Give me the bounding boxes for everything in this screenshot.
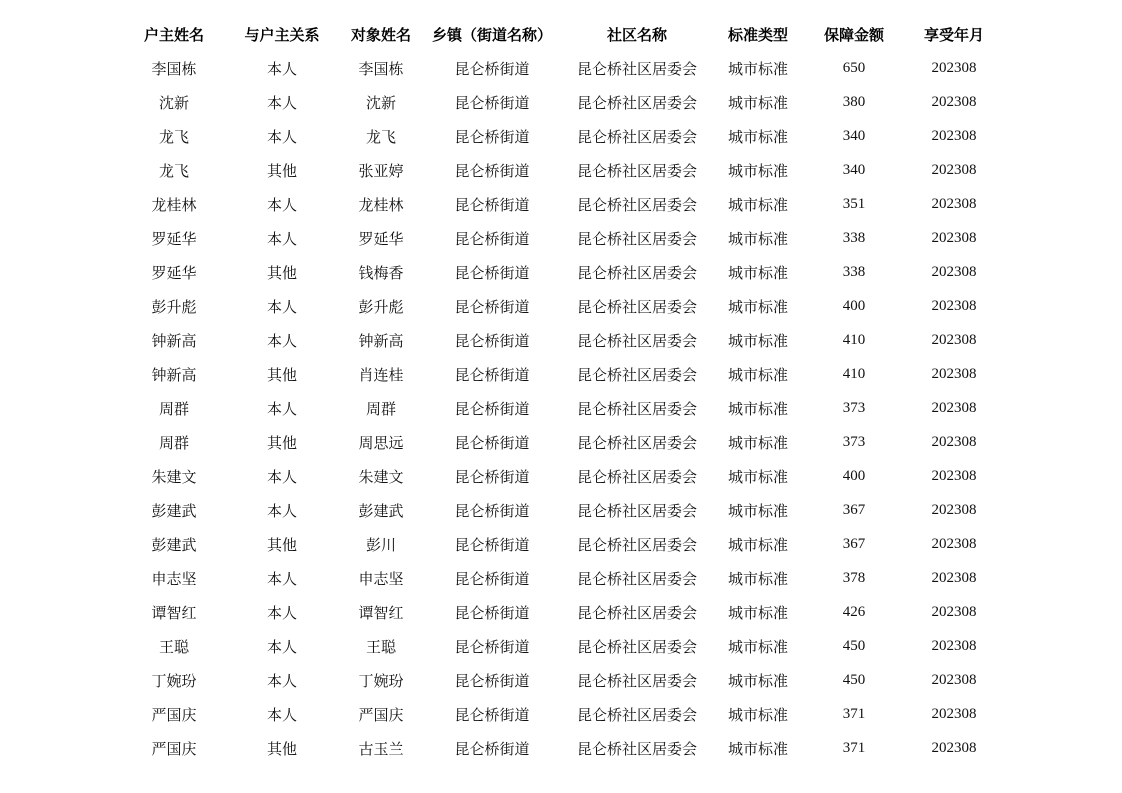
month-cell: 202308: [931, 331, 977, 348]
community-cell: 昆仑桥社区居委会: [576, 399, 697, 418]
town-street-cell: 昆仑桥街道: [454, 705, 530, 724]
relation-cell: 本人: [266, 569, 297, 588]
amount-cell: 378: [842, 569, 866, 586]
standard-type-cell: 城市标准: [727, 603, 788, 622]
relation-cell: 其他: [266, 263, 297, 282]
beneficiary-name-cell: 肖连桂: [358, 365, 404, 384]
relation-cell: 其他: [266, 535, 297, 554]
relation-cell: 本人: [266, 467, 297, 486]
month-cell: 202308: [931, 501, 977, 518]
month-cell: 202308: [931, 93, 977, 110]
relation-cell: 本人: [266, 195, 297, 214]
table-row: [120, 425, 1000, 459]
amount-cell: 373: [842, 399, 866, 416]
document-sheet: [120, 17, 1000, 765]
town-street-cell: 昆仑桥街道: [454, 59, 530, 78]
standard-type-cell: 城市标准: [727, 637, 788, 656]
header-community: 社区名称: [606, 25, 667, 44]
amount-cell: 410: [842, 331, 866, 348]
community-cell: 昆仑桥社区居委会: [576, 433, 697, 452]
month-cell: 202308: [931, 433, 977, 450]
amount-cell: 367: [842, 535, 866, 552]
amount-cell: 351: [842, 195, 866, 212]
householder-name-cell: 龙桂林: [151, 195, 197, 214]
table-row: [120, 595, 1000, 629]
month-cell: 202308: [931, 705, 977, 722]
town-street-cell: 昆仑桥街道: [454, 603, 530, 622]
month-cell: 202308: [931, 671, 977, 688]
standard-type-cell: 城市标准: [727, 535, 788, 554]
standard-type-cell: 城市标准: [727, 263, 788, 282]
table-row: [120, 697, 1000, 731]
standard-type-cell: 城市标准: [727, 127, 788, 146]
table-row: [120, 187, 1000, 221]
table-row: [120, 289, 1000, 323]
table-row: [120, 493, 1000, 527]
relation-cell: 本人: [266, 93, 297, 112]
beneficiary-name-cell: 彭建武: [358, 501, 404, 520]
relation-cell: 本人: [266, 331, 297, 350]
month-cell: 202308: [931, 399, 977, 416]
town-street-cell: 昆仑桥街道: [454, 637, 530, 656]
householder-name-cell: 龙飞: [158, 127, 189, 146]
town-street-cell: 昆仑桥街道: [454, 229, 530, 248]
beneficiary-name-cell: 严国庆: [358, 705, 404, 724]
community-cell: 昆仑桥社区居委会: [576, 59, 697, 78]
community-cell: 昆仑桥社区居委会: [576, 195, 697, 214]
community-cell: 昆仑桥社区居委会: [576, 467, 697, 486]
beneficiary-name-cell: 朱建文: [358, 467, 404, 486]
month-cell: 202308: [931, 637, 977, 654]
relation-cell: 本人: [266, 603, 297, 622]
amount-cell: 426: [842, 603, 866, 620]
amount-cell: 340: [842, 127, 866, 144]
householder-name-cell: 朱建文: [151, 467, 197, 486]
table-row: [120, 731, 1000, 765]
beneficiary-name-cell: 周群: [365, 399, 396, 418]
table-header: [120, 17, 1000, 51]
relation-cell: 其他: [266, 161, 297, 180]
amount-cell: 371: [842, 739, 866, 756]
community-cell: 昆仑桥社区居委会: [576, 705, 697, 724]
town-street-cell: 昆仑桥街道: [454, 365, 530, 384]
table-body: [120, 51, 1000, 765]
standard-type-cell: 城市标准: [727, 467, 788, 486]
community-cell: 昆仑桥社区居委会: [576, 637, 697, 656]
header-month: 享受年月: [923, 25, 984, 44]
beneficiary-name-cell: 丁婉玢: [358, 671, 404, 690]
householder-name-cell: 严国庆: [151, 705, 197, 724]
subsidy-table: [120, 17, 1000, 765]
beneficiary-name-cell: 钟新高: [358, 331, 404, 350]
beneficiary-name-cell: 王聪: [365, 637, 396, 656]
householder-name-cell: 王聪: [158, 637, 189, 656]
standard-type-cell: 城市标准: [727, 59, 788, 78]
householder-name-cell: 沈新: [158, 93, 189, 112]
beneficiary-name-cell: 龙桂林: [358, 195, 404, 214]
amount-cell: 338: [842, 229, 866, 246]
relation-cell: 其他: [266, 433, 297, 452]
town-street-cell: 昆仑桥街道: [454, 739, 530, 758]
table-row: [120, 357, 1000, 391]
amount-cell: 650: [842, 59, 866, 76]
relation-cell: 其他: [266, 739, 297, 758]
community-cell: 昆仑桥社区居委会: [576, 501, 697, 520]
standard-type-cell: 城市标准: [727, 671, 788, 690]
relation-cell: 本人: [266, 637, 297, 656]
community-cell: 昆仑桥社区居委会: [576, 161, 697, 180]
relation-cell: 其他: [266, 365, 297, 384]
householder-name-cell: 龙飞: [158, 161, 189, 180]
table-row: [120, 153, 1000, 187]
amount-cell: 400: [842, 297, 866, 314]
amount-cell: 338: [842, 263, 866, 280]
householder-name-cell: 李国栋: [151, 59, 197, 78]
householder-name-cell: 彭建武: [151, 535, 197, 554]
amount-cell: 410: [842, 365, 866, 382]
town-street-cell: 昆仑桥街道: [454, 535, 530, 554]
header-householder-name: 户主姓名: [143, 25, 204, 44]
table-row: [120, 255, 1000, 289]
beneficiary-name-cell: 李国栋: [358, 59, 404, 78]
householder-name-cell: 彭升彪: [151, 297, 197, 316]
community-cell: 昆仑桥社区居委会: [576, 93, 697, 112]
town-street-cell: 昆仑桥街道: [454, 467, 530, 486]
community-cell: 昆仑桥社区居委会: [576, 263, 697, 282]
relation-cell: 本人: [266, 59, 297, 78]
amount-cell: 367: [842, 501, 866, 518]
town-street-cell: 昆仑桥街道: [454, 161, 530, 180]
standard-type-cell: 城市标准: [727, 399, 788, 418]
householder-name-cell: 罗延华: [151, 229, 197, 248]
month-cell: 202308: [931, 467, 977, 484]
month-cell: 202308: [931, 297, 977, 314]
relation-cell: 本人: [266, 127, 297, 146]
relation-cell: 本人: [266, 671, 297, 690]
header-amount: 保障金额: [823, 25, 884, 44]
beneficiary-name-cell: 张亚婷: [358, 161, 404, 180]
community-cell: 昆仑桥社区居委会: [576, 297, 697, 316]
standard-type-cell: 城市标准: [727, 501, 788, 520]
table-row: [120, 629, 1000, 663]
amount-cell: 380: [842, 93, 866, 110]
town-street-cell: 昆仑桥街道: [454, 501, 530, 520]
header-row: [120, 17, 1000, 51]
header-beneficiary-name: 对象姓名: [350, 25, 411, 44]
householder-name-cell: 谭智红: [151, 603, 197, 622]
householder-name-cell: 彭建武: [151, 501, 197, 520]
beneficiary-name-cell: 沈新: [365, 93, 396, 112]
town-street-cell: 昆仑桥街道: [454, 263, 530, 282]
relation-cell: 本人: [266, 399, 297, 418]
householder-name-cell: 严国庆: [151, 739, 197, 758]
town-street-cell: 昆仑桥街道: [454, 127, 530, 146]
amount-cell: 400: [842, 467, 866, 484]
month-cell: 202308: [931, 569, 977, 586]
amount-cell: 371: [842, 705, 866, 722]
beneficiary-name-cell: 彭升彪: [358, 297, 404, 316]
standard-type-cell: 城市标准: [727, 569, 788, 588]
town-street-cell: 昆仑桥街道: [454, 671, 530, 690]
beneficiary-name-cell: 钱梅香: [358, 263, 404, 282]
beneficiary-name-cell: 周思远: [358, 433, 404, 452]
standard-type-cell: 城市标准: [727, 297, 788, 316]
town-street-cell: 昆仑桥街道: [454, 331, 530, 350]
community-cell: 昆仑桥社区居委会: [576, 127, 697, 146]
householder-name-cell: 罗延华: [151, 263, 197, 282]
town-street-cell: 昆仑桥街道: [454, 569, 530, 588]
month-cell: 202308: [931, 263, 977, 280]
relation-cell: 本人: [266, 229, 297, 248]
month-cell: 202308: [931, 161, 977, 178]
householder-name-cell: 钟新高: [151, 331, 197, 350]
amount-cell: 450: [842, 671, 866, 688]
amount-cell: 340: [842, 161, 866, 178]
town-street-cell: 昆仑桥街道: [454, 399, 530, 418]
relation-cell: 本人: [266, 297, 297, 316]
town-street-cell: 昆仑桥街道: [454, 433, 530, 452]
table-row: [120, 51, 1000, 85]
relation-cell: 本人: [266, 501, 297, 520]
table-row: [120, 221, 1000, 255]
householder-name-cell: 周群: [158, 399, 189, 418]
community-cell: 昆仑桥社区居委会: [576, 739, 697, 758]
beneficiary-name-cell: 谭智红: [358, 603, 404, 622]
beneficiary-name-cell: 罗延华: [358, 229, 404, 248]
amount-cell: 373: [842, 433, 866, 450]
community-cell: 昆仑桥社区居委会: [576, 569, 697, 588]
month-cell: 202308: [931, 195, 977, 212]
table-row: [120, 85, 1000, 119]
town-street-cell: 昆仑桥街道: [454, 297, 530, 316]
standard-type-cell: 城市标准: [727, 229, 788, 248]
standard-type-cell: 城市标准: [727, 705, 788, 724]
community-cell: 昆仑桥社区居委会: [576, 535, 697, 554]
table-row: [120, 391, 1000, 425]
community-cell: 昆仑桥社区居委会: [576, 603, 697, 622]
community-cell: 昆仑桥社区居委会: [576, 229, 697, 248]
table-row: [120, 459, 1000, 493]
table-row: [120, 119, 1000, 153]
standard-type-cell: 城市标准: [727, 433, 788, 452]
month-cell: 202308: [931, 365, 977, 382]
community-cell: 昆仑桥社区居委会: [576, 671, 697, 690]
month-cell: 202308: [931, 739, 977, 756]
header-standard-type: 标准类型: [727, 25, 788, 44]
table-row: [120, 527, 1000, 561]
amount-cell: 450: [842, 637, 866, 654]
beneficiary-name-cell: 龙飞: [365, 127, 396, 146]
householder-name-cell: 丁婉玢: [151, 671, 197, 690]
table-row: [120, 663, 1000, 697]
householder-name-cell: 申志坚: [151, 569, 197, 588]
month-cell: 202308: [931, 59, 977, 76]
month-cell: 202308: [931, 127, 977, 144]
householder-name-cell: 周群: [158, 433, 189, 452]
month-cell: 202308: [931, 603, 977, 620]
beneficiary-name-cell: 古玉兰: [358, 739, 404, 758]
standard-type-cell: 城市标准: [727, 161, 788, 180]
relation-cell: 本人: [266, 705, 297, 724]
standard-type-cell: 城市标准: [727, 365, 788, 384]
table-row: [120, 561, 1000, 595]
town-street-cell: 昆仑桥街道: [454, 93, 530, 112]
standard-type-cell: 城市标准: [727, 739, 788, 758]
header-town-street: 乡镇（街道名称）: [431, 25, 552, 44]
beneficiary-name-cell: 彭川: [365, 535, 396, 554]
standard-type-cell: 城市标准: [727, 93, 788, 112]
table-row: [120, 323, 1000, 357]
community-cell: 昆仑桥社区居委会: [576, 365, 697, 384]
standard-type-cell: 城市标准: [727, 195, 788, 214]
header-relation: 与户主关系: [244, 25, 320, 44]
beneficiary-name-cell: 申志坚: [358, 569, 404, 588]
standard-type-cell: 城市标准: [727, 331, 788, 350]
month-cell: 202308: [931, 229, 977, 246]
month-cell: 202308: [931, 535, 977, 552]
town-street-cell: 昆仑桥街道: [454, 195, 530, 214]
householder-name-cell: 钟新高: [151, 365, 197, 384]
community-cell: 昆仑桥社区居委会: [576, 331, 697, 350]
